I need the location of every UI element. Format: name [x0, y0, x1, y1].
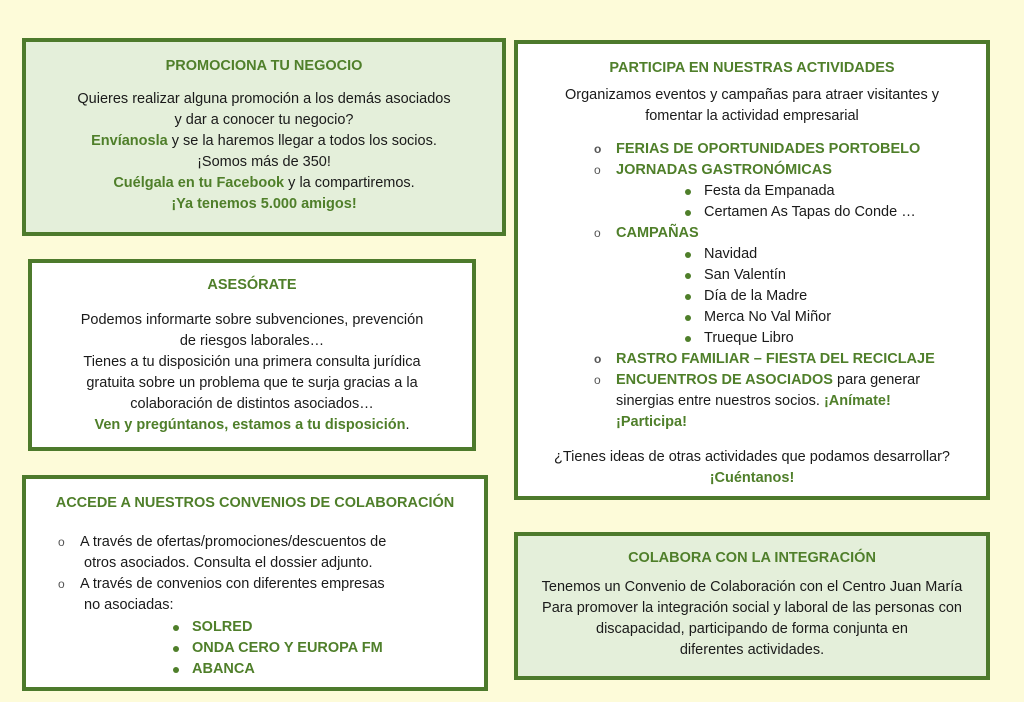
activity-campanas: [594, 223, 986, 349]
activity-ferias: o FERIAS DE OPORTUNIDADES PORTOBELO: [594, 139, 986, 160]
promociona-box: [22, 38, 506, 236]
campanas-sublist: [682, 244, 986, 349]
campana-item: Día de la Madre: [682, 286, 986, 307]
partners-list: [170, 617, 484, 680]
convenios-item2-line2: no asociadas:: [84, 597, 174, 613]
activity-encuentros-label: ENCUENTROS DE ASOCIADOS: [616, 372, 833, 388]
convenios-list: [58, 532, 484, 616]
asesorate-line2: de riesgos laborales…: [179, 333, 325, 349]
asesorate-line4: gratuita sobre un problema que te surja gracias a la: [86, 375, 418, 391]
participa-intro1: Organizamos eventos y campañas para atraer visitantes y: [565, 87, 939, 103]
cuentanos-link[interactable]: ¡Cuéntanos!: [709, 470, 795, 486]
promociona-line1: Quieres realizar alguna promoción a los demás asociados: [77, 91, 451, 107]
activity-encuentros: [594, 370, 986, 433]
convenios-item1-line2: otros asociados. Consulta el dossier adjunto.: [84, 555, 373, 571]
jornadas-sublist: [682, 181, 986, 223]
promociona-line5-rest: y la compartiremos.: [284, 175, 415, 191]
promociona-line5: [26, 173, 502, 194]
convenios-item1-line1: o A través de ofertas/promociones/descuentos de: [80, 534, 387, 550]
integracion-title: COLABORA CON LA INTEGRACIÓN: [628, 550, 876, 566]
integracion-line4: diferentes actividades.: [679, 642, 825, 658]
campana-item: Trueque Libro: [682, 328, 986, 349]
asesorate-line3: Tienes a tu disposición una primera consulta jurídica: [83, 354, 421, 370]
participa-text: ¡Participa!: [616, 414, 687, 430]
integracion-line2: Para promover la integración social y laboral de las personas con: [542, 600, 962, 616]
convenios-item2-line1: o A través de convenios con diferentes empresas: [80, 576, 385, 592]
integracion-line1: Tenemos un Convenio de Colaboración con el Centro Juan María: [541, 579, 963, 595]
facebook-link[interactable]: Cuélgala en tu Facebook: [113, 175, 285, 191]
activity-jornadas-label: o JORNADAS GASTRONÓMICAS: [616, 162, 832, 178]
send-link[interactable]: Envíanosla: [91, 133, 168, 149]
encuentros-rest1: para generar: [832, 372, 921, 388]
convenios-item-ofertas: [58, 532, 484, 574]
convenios-item-empresas: [58, 574, 484, 616]
integracion-line3: discapacidad, participando de forma conjunta en: [596, 621, 908, 637]
campana-item: Merca No Val Miñor: [682, 307, 986, 328]
participa-intro2: fomentar la actividad empresarial: [645, 108, 859, 124]
participa-box: [514, 40, 990, 500]
participa-question: ¿Tienes ideas de otras actividades que podamos desarrollar?: [553, 449, 951, 465]
jornadas-item: Certamen As Tapas do Conde …: [682, 202, 986, 223]
activity-jornadas: [594, 160, 986, 223]
campana-item: San Valentín: [682, 265, 986, 286]
promociona-line3-rest: y se la haremos llegar a todos los socios.: [167, 133, 437, 149]
promociona-line4: ¡Somos más de 350!: [197, 154, 331, 170]
convenios-title: ACCEDE A NUESTROS CONVENIOS DE COLABORACIÓN: [55, 495, 455, 511]
promociona-title: PROMOCIONA TU NEGOCIO: [165, 58, 363, 74]
activities-list: [594, 139, 986, 433]
animate-text: ¡Anímate!: [823, 393, 891, 409]
asesorate-cta-text: Ven y pregúntanos, estamos a tu disposición: [94, 417, 406, 433]
asesorate-line5: colaboración de distintos asociados…: [130, 396, 374, 412]
partner-item: SOLRED: [170, 617, 484, 638]
promociona-line2: y dar a conocer tu negocio?: [174, 112, 354, 128]
asesorate-box: [28, 259, 476, 451]
promociona-line3: [26, 131, 502, 152]
encuentros-rest2: sinergias entre nuestros socios.: [616, 393, 824, 409]
activity-rastro: o RASTRO FAMILIAR – FIESTA DEL RECICLAJE: [594, 349, 986, 370]
activity-campanas-label: o CAMPAÑAS: [616, 225, 699, 241]
asesorate-title: ASESÓRATE: [207, 277, 297, 293]
participa-title: PARTICIPA EN NUESTRAS ACTIVIDADES: [609, 60, 895, 76]
partner-item: ABANCA: [170, 659, 484, 680]
asesorate-cta-end: .: [405, 417, 410, 433]
asesorate-cta: [32, 415, 472, 436]
partner-item: ONDA CERO Y EUROPA FM: [170, 638, 484, 659]
promociona-line6: ¡Ya tenemos 5.000 amigos!: [171, 196, 357, 212]
campana-item: Navidad: [682, 244, 986, 265]
jornadas-item: Festa da Empanada: [682, 181, 986, 202]
convenios-box: [22, 475, 488, 691]
integracion-box: [514, 532, 990, 680]
asesorate-line1: Podemos informarte sobre subvenciones, prevención: [80, 312, 424, 328]
